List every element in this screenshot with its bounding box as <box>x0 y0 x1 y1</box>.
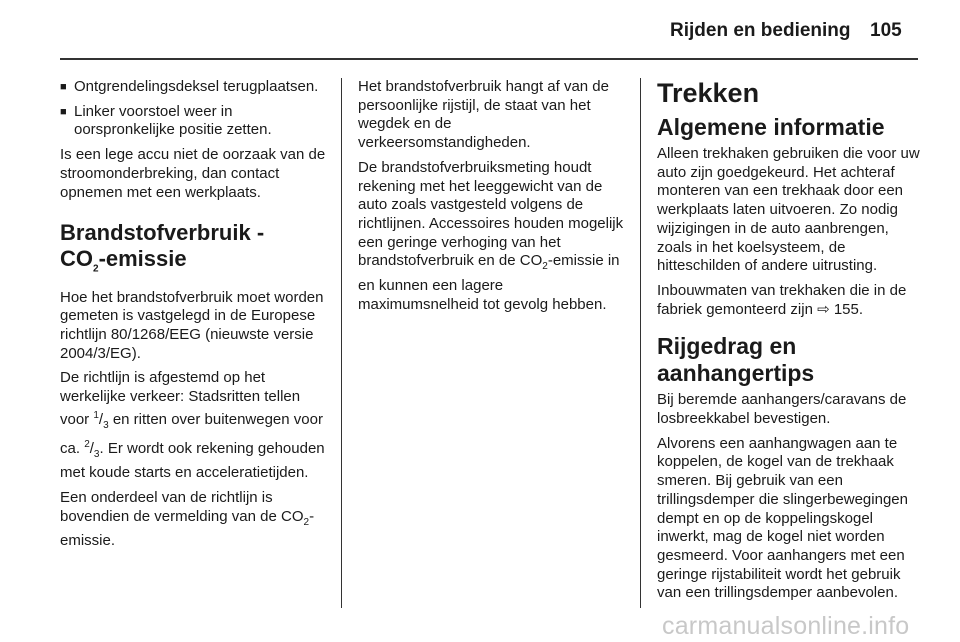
bullet-item <box>60 78 328 97</box>
bullet-square-icon: ■ <box>60 105 67 118</box>
page-reference-arrow-icon: ⇨ <box>817 300 830 318</box>
column-divider-2 <box>640 78 641 608</box>
paragraph: Het brandstofverbruik hangt af van de persoonlijke rijstijl, de staat van het wegdek en de verkeersomstandigheden. <box>358 78 609 152</box>
bullet-item <box>60 103 328 140</box>
bullet-text: Ontgrendelingsdeksel terugplaatsen. <box>74 78 319 95</box>
chapter-heading: Trekken <box>657 78 760 108</box>
column-3 <box>657 78 922 609</box>
paragraph: De richtlijn is afgestemd op het werkelijke verkeer: Stadsritten tellen voor $^1/_3$ en ritten over buitenwegen voor ca. $^2/_3$. Er wordt ook rekening gehouden met koude starts en acceleratietijden. <box>60 369 325 482</box>
column-2 <box>358 78 626 320</box>
paragraph: Een onderdeel van de richtlijn is bovendien de vermelding van de $CO_2$-emissie. <box>60 488 315 550</box>
column-1 <box>60 78 328 557</box>
paragraph: De brandstofverbruiksmeting houdt rekening met het leeggewicht van de auto zoals vastgesteld volgens de richtlijnen. Accessoires houden mogelijk een geringe verhoging van het brandstofverbruik en de $CO_2$-emissie in en kunnen een lagere maximumsnelheid tot gevolg hebben. <box>358 158 624 313</box>
paragraph: Alvorens een aanhangwagen aan te koppelen, de kogel van de trekhaak smeren. Bij gebruik van een trillingsdemper die slingerbewegingen dempt en op de koppelingskogel inwerkt, mag de kogel niet worden gesmeerd. Voor aanhangers met een geringe rijstabiliteit wordt het gebruik van een trillingsdemper aanbevolen. <box>657 434 908 602</box>
bullet-text: Linker voorstoel weer in oorspronkelijke positie zetten. <box>74 102 272 139</box>
paragraph: Hoe het brandstofverbruik moet worden gemeten is vastgelegd in de Europese richtlijn 80/1268/EEG (nieuwste versie 2004/3/EG). <box>60 288 324 362</box>
header-title: Rijden en bediening <box>670 20 851 41</box>
section-heading-fuel: Brandstofverbruik - $CO_2$-emissie <box>60 220 265 275</box>
section-heading-general: Algemene informatie <box>657 114 885 140</box>
paragraph: Alleen trekhaken gebruiken die voor uw auto zijn goedgekeurd. Het achteraf monteren van een trekhaak door een werkplaats laten uitvoeren. Zo nodig wijzigingen in de auto aanbrengen, zoals in het koelsysteem, de hitteschilden of andere uitrusting. <box>657 145 920 275</box>
column-divider-1 <box>341 78 342 608</box>
bullet-square-icon: ■ <box>60 81 67 93</box>
paragraph: Is een lege accu niet de oorzaak van de stroomonderbreking, dan contact opnemen met een werkplaats. <box>60 146 326 201</box>
watermark: carmanualsonline.info <box>662 612 910 640</box>
section-heading-driving: Rijgedrag en aanhangertips <box>657 333 815 387</box>
header-rule <box>60 58 918 60</box>
paragraph: Bij beremde aanhangers/caravans de losbreekkabel bevestigen. <box>657 391 907 428</box>
paragraph: Inbouwmaten van trekhaken die in de fabriek gemonteerd zijn ⇨ 155. <box>657 281 907 318</box>
page-header <box>0 0 960 62</box>
page-number: 105 <box>870 20 902 41</box>
